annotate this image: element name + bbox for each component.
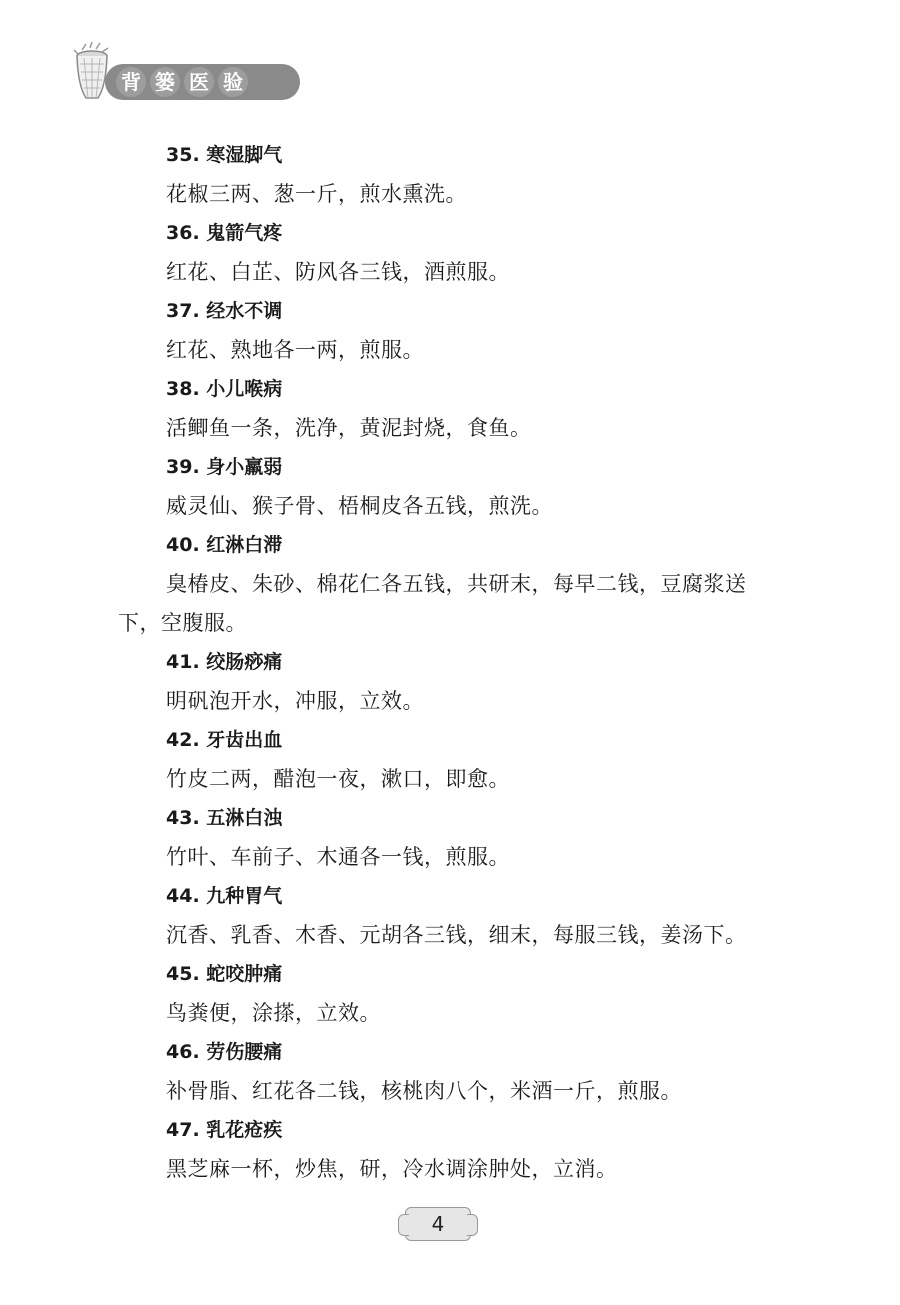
remedy-body: 活鲫鱼一条，洗净，黄泥封烧，食鱼。	[166, 416, 532, 440]
book-title-char: 医	[184, 67, 214, 97]
remedy-body: 补骨脂、红花各二钱，核桃肉八个，米酒一斤，煎服。	[166, 1079, 682, 1103]
remedy-title: 38. 小儿喉病	[166, 378, 283, 400]
remedy-body: 黑芝麻一杯，炒焦，研，冷水调涂肿处，立消。	[166, 1157, 618, 1181]
remedy-entry	[118, 214, 778, 292]
book-title-char: 背	[116, 67, 146, 97]
remedy-body: 鸟粪便，涂搽，立效。	[166, 1001, 381, 1025]
remedy-title: 42. 牙齿出血	[166, 729, 283, 751]
remedy-title: 46. 劳伤腰痛	[166, 1041, 283, 1063]
remedy-title: 35. 寒湿脚气	[166, 144, 283, 166]
remedy-body: 臭椿皮、朱砂、棉花仁各五钱，共研末，每早二钱，豆腐浆送下，空腹服。	[118, 572, 747, 635]
remedy-title: 41. 绞肠痧痛	[166, 651, 283, 673]
remedy-entry	[118, 643, 778, 721]
remedy-list	[118, 136, 778, 1189]
remedy-body: 红花、熟地各一两，煎服。	[166, 338, 424, 362]
remedy-entry	[118, 370, 778, 448]
remedy-title: 44. 九种胃气	[166, 885, 283, 907]
remedy-body: 威灵仙、猴子骨、梧桐皮各五钱，煎洗。	[166, 494, 553, 518]
remedy-entry	[118, 877, 778, 955]
remedy-body: 明矾泡开水，冲服，立效。	[166, 689, 424, 713]
book-title-char: 验	[218, 67, 248, 97]
remedy-entry	[118, 448, 778, 526]
remedy-entry	[118, 292, 778, 370]
remedy-title: 40. 红淋白滞	[166, 534, 283, 556]
book-title	[116, 67, 248, 97]
book-title-char: 篓	[150, 67, 180, 97]
remedy-title: 47. 乳花疮疾	[166, 1119, 283, 1141]
remedy-body: 竹皮二两，醋泡一夜，漱口，即愈。	[166, 767, 510, 791]
remedy-body: 红花、白芷、防风各三钱，酒煎服。	[166, 260, 510, 284]
remedy-entry	[118, 955, 778, 1033]
remedy-body: 花椒三两、葱一斤，煎水熏洗。	[166, 182, 467, 206]
remedy-body: 沉香、乳香、木香、元胡各三钱，细末，每服三钱，姜汤下。	[166, 923, 747, 947]
remedy-entry	[118, 136, 778, 214]
remedy-title: 36. 鬼箭气疼	[166, 222, 283, 244]
remedy-body: 竹叶、车前子、木通各一钱，煎服。	[166, 845, 510, 869]
remedy-entry	[118, 1111, 778, 1189]
remedy-title: 39. 身小羸弱	[166, 456, 283, 478]
remedy-title: 45. 蛇咬肿痛	[166, 963, 283, 985]
remedy-entry	[118, 1033, 778, 1111]
remedy-title: 43. 五淋白浊	[166, 807, 283, 829]
remedy-title: 37. 经水不调	[166, 300, 283, 322]
remedy-entry	[118, 721, 778, 799]
page-number: 4	[405, 1207, 471, 1241]
remedy-entry	[118, 799, 778, 877]
remedy-entry	[118, 526, 778, 643]
